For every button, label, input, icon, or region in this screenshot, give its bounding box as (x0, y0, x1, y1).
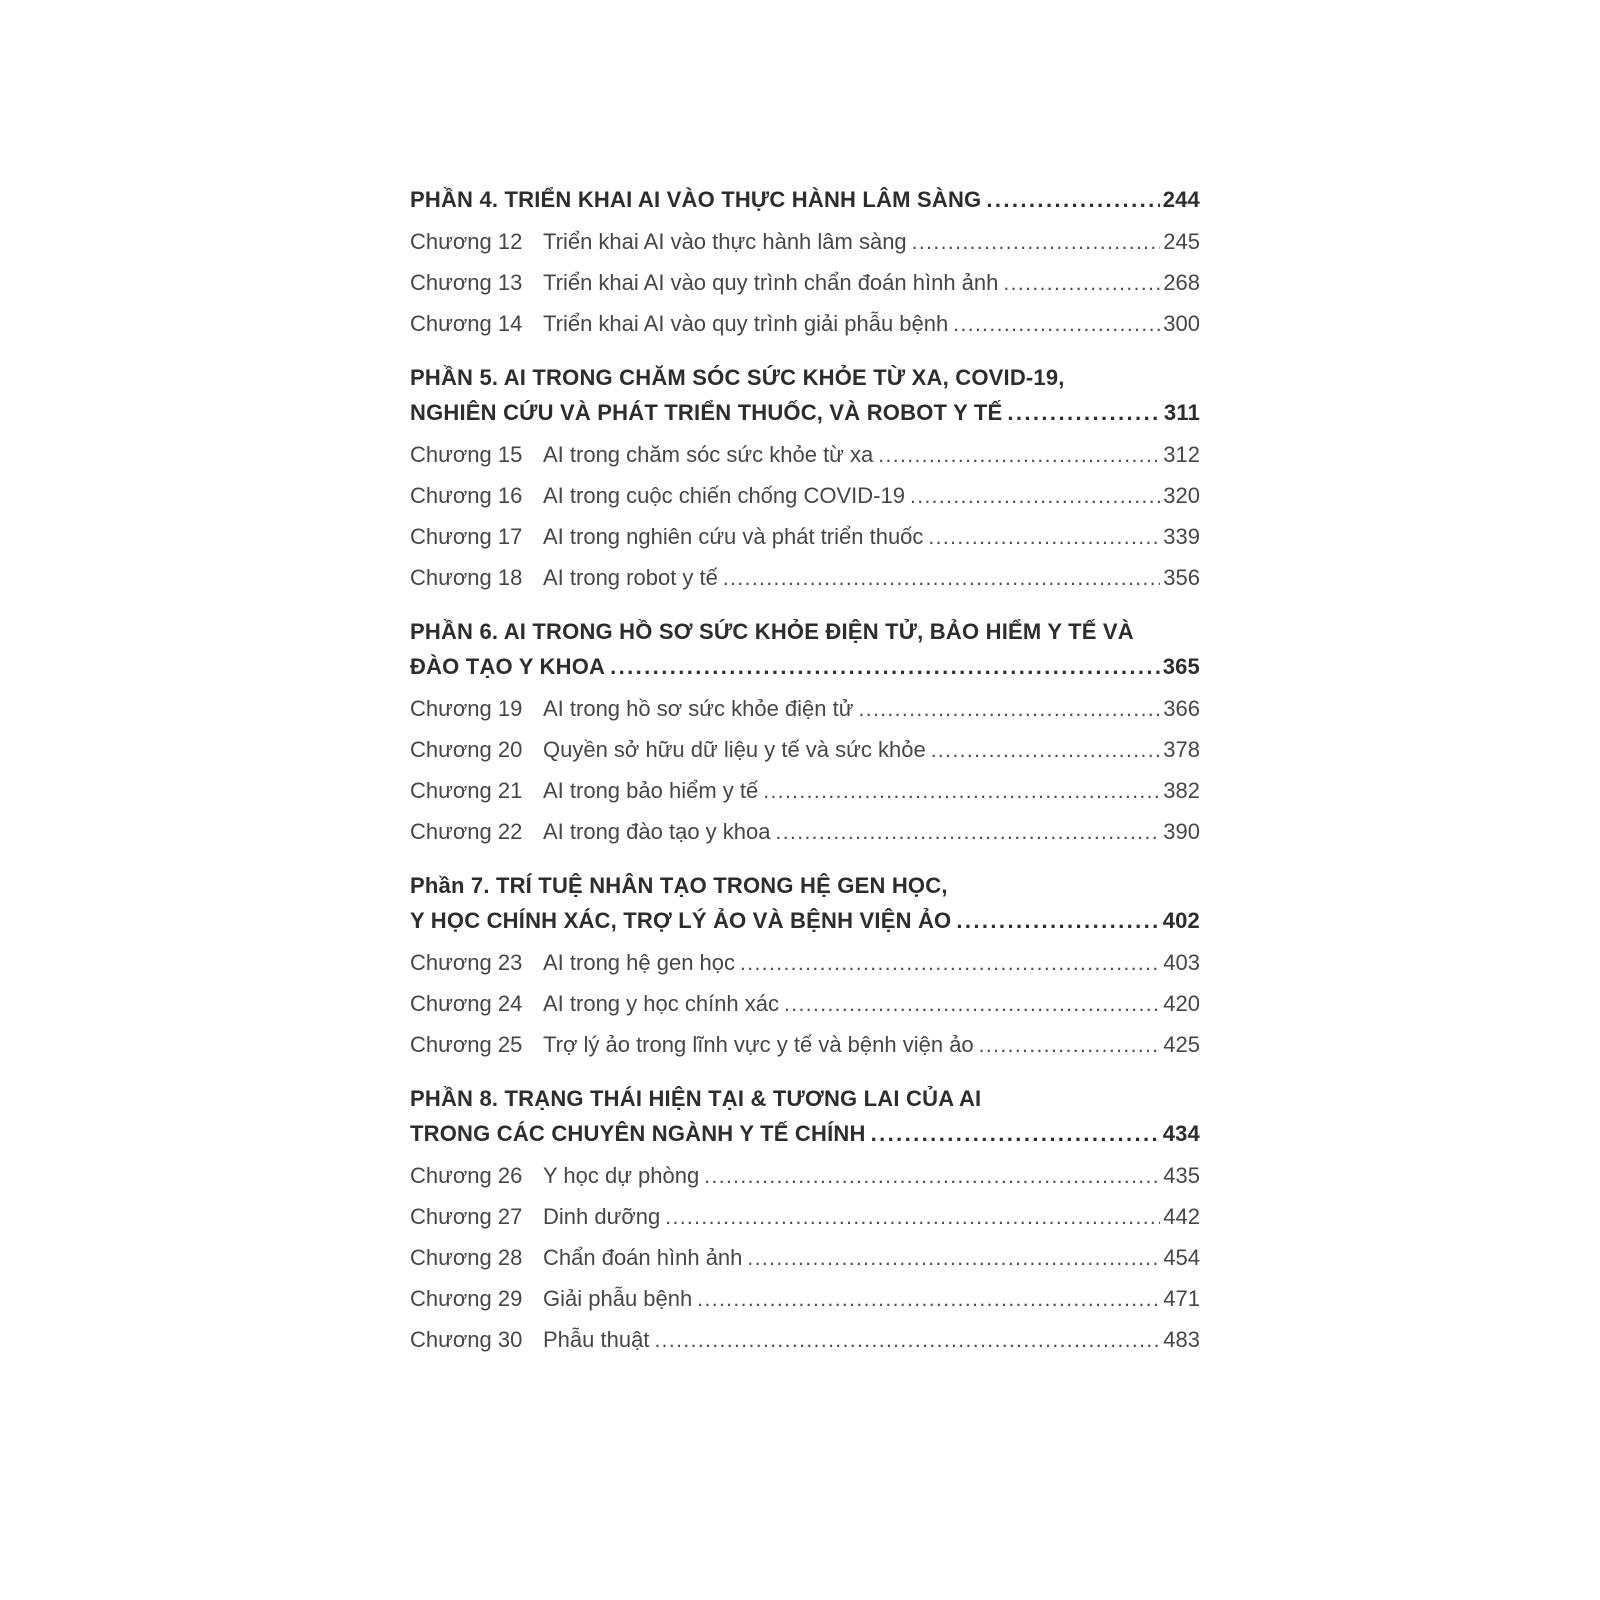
dot-leader (986, 182, 1159, 217)
chapter-row (410, 989, 1200, 1020)
chapter-page-number: 471 (1163, 1286, 1200, 1311)
chapter-row (410, 1202, 1200, 1233)
section-page-number: 402 (1162, 908, 1200, 933)
chapter-title: Triển khai AI vào thực hành lâm sàng (543, 229, 907, 254)
chapter-title: AI trong y học chính xác (543, 991, 780, 1016)
dot-leader (1007, 395, 1161, 430)
table-of-contents (410, 182, 1200, 1366)
chapter-page-number: 312 (1163, 442, 1200, 467)
chapter-page-number: 300 (1163, 311, 1200, 336)
chapter-page-number: 339 (1163, 524, 1200, 549)
dot-leader (763, 777, 1160, 807)
chapter-row (410, 268, 1200, 299)
section-heading-text: NGHIÊN CỨU VÀ PHÁT TRIỂN THUỐC, VÀ ROBOT Y TẾ (410, 400, 1003, 425)
chapter-title: AI trong bảo hiểm y tế (543, 778, 759, 803)
chapter-title: Quyền sở hữu dữ liệu y tế và sức khỏe (543, 737, 926, 762)
dot-leader (704, 1162, 1160, 1192)
chapter-page-number: 454 (1163, 1245, 1200, 1270)
section-heading-text: PHẦN 6. AI TRONG HỒ SƠ SỨC KHỎE ĐIỆN TỬ, BẢO HIỂM Y TẾ VÀ (410, 619, 1134, 644)
section-heading (410, 614, 1200, 684)
chapter-row (410, 948, 1200, 979)
chapter-page-number: 268 (1163, 270, 1200, 295)
dot-leader (776, 818, 1161, 848)
section-heading-text: ĐÀO TẠO Y KHOA (410, 654, 606, 679)
chapter-label: Chương 15 (410, 442, 523, 467)
dot-leader (654, 1326, 1160, 1356)
chapter-page-number: 403 (1163, 950, 1200, 975)
dot-leader (931, 736, 1161, 766)
chapter-page-number: 442 (1163, 1204, 1200, 1229)
chapter-row (410, 522, 1200, 553)
dot-leader (723, 564, 1160, 594)
dot-leader (610, 649, 1160, 684)
chapter-page-number: 366 (1163, 696, 1200, 721)
dot-leader (697, 1285, 1160, 1315)
section-page-number: 244 (1162, 187, 1200, 212)
dot-leader (910, 482, 1160, 512)
chapter-title: Trợ lý ảo trong lĩnh vực y tế và bệnh viện ảo (543, 1032, 974, 1057)
chapter-label: Chương 14 (410, 311, 523, 336)
section-heading-text: PHẦN 4. TRIỂN KHAI AI VÀO THỰC HÀNH LÂM SÀNG (410, 187, 982, 212)
chapter-title: AI trong robot y tế (543, 565, 718, 590)
chapter-row (410, 1243, 1200, 1274)
section-heading-text: TRONG CÁC CHUYÊN NGÀNH Y TẾ CHÍNH (410, 1121, 866, 1146)
section-phan-5 (410, 360, 1200, 594)
chapter-label: Chương 16 (410, 483, 523, 508)
chapter-title: AI trong cuộc chiến chống COVID-19 (543, 483, 905, 508)
dot-leader (858, 695, 1160, 725)
section-heading (410, 182, 1200, 217)
chapter-row (410, 227, 1200, 258)
chapter-title: Giải phẫu bệnh (543, 1286, 693, 1311)
dot-leader (953, 310, 1160, 340)
chapter-title: Triển khai AI vào quy trình chẩn đoán hình ảnh (543, 270, 999, 295)
chapter-label: Chương 30 (410, 1327, 523, 1352)
chapter-row (410, 776, 1200, 807)
chapter-label: Chương 17 (410, 524, 523, 549)
chapter-label: Chương 23 (410, 950, 523, 975)
section-heading-text: PHẦN 8. TRẠNG THÁI HIỆN TẠI & TƯƠNG LAI CỦA AI (410, 1086, 982, 1111)
section-heading (410, 868, 1200, 938)
dot-leader (878, 441, 1160, 471)
chapter-label: Chương 18 (410, 565, 523, 590)
chapter-title: Dinh dưỡng (543, 1204, 661, 1229)
chapter-label: Chương 20 (410, 737, 523, 762)
dot-leader (928, 523, 1160, 553)
chapter-title: Phẫu thuật (543, 1327, 650, 1352)
section-phan-7 (410, 868, 1200, 1061)
section-heading-text: Y HỌC CHÍNH XÁC, TRỢ LÝ ẢO VÀ BỆNH VIỆN ẢO (410, 908, 952, 933)
chapter-row (410, 1161, 1200, 1192)
chapter-title: Chẩn đoán hình ảnh (543, 1245, 743, 1270)
chapter-title: AI trong nghiên cứu và phát triển thuốc (543, 524, 924, 549)
section-page-number: 311 (1163, 400, 1200, 425)
chapter-label: Chương 24 (410, 991, 523, 1016)
chapter-row (410, 563, 1200, 594)
chapter-row (410, 1284, 1200, 1315)
dot-leader (871, 1116, 1160, 1151)
chapter-page-number: 382 (1163, 778, 1200, 803)
section-phan-6 (410, 614, 1200, 848)
section-heading (410, 360, 1200, 430)
chapter-label: Chương 27 (410, 1204, 523, 1229)
chapter-label: Chương 22 (410, 819, 523, 844)
section-phan-4 (410, 182, 1200, 340)
dot-leader (747, 1244, 1160, 1274)
dot-leader (912, 228, 1161, 258)
dot-leader (784, 990, 1160, 1020)
chapter-page-number: 425 (1163, 1032, 1200, 1057)
chapter-page-number: 435 (1163, 1163, 1200, 1188)
chapter-title: Triển khai AI vào quy trình giải phẫu bệnh (543, 311, 949, 336)
dot-leader (956, 903, 1159, 938)
chapter-label: Chương 25 (410, 1032, 523, 1057)
chapter-row (410, 481, 1200, 512)
chapter-row (410, 440, 1200, 471)
chapter-row (410, 735, 1200, 766)
chapter-label: Chương 26 (410, 1163, 523, 1188)
dot-leader (1003, 269, 1160, 299)
chapter-label: Chương 29 (410, 1286, 523, 1311)
chapter-title: AI trong hệ gen học (543, 950, 736, 975)
section-heading (410, 1081, 1200, 1151)
dot-leader (740, 949, 1160, 979)
chapter-page-number: 420 (1163, 991, 1200, 1016)
chapter-page-number: 320 (1163, 483, 1200, 508)
chapter-title: Y học dự phòng (543, 1163, 700, 1188)
chapter-title: AI trong chăm sóc sức khỏe từ xa (543, 442, 874, 467)
section-heading-text: PHẦN 5. AI TRONG CHĂM SÓC SỨC KHỎE TỪ XA, COVID-19, (410, 365, 1065, 390)
section-page-number: 365 (1162, 654, 1200, 679)
chapter-label: Chương 13 (410, 270, 523, 295)
chapter-page-number: 390 (1163, 819, 1200, 844)
chapter-label: Chương 28 (410, 1245, 523, 1270)
section-heading-text: Phần 7. TRÍ TUỆ NHÂN TẠO TRONG HỆ GEN HỌC, (410, 873, 948, 898)
chapter-label: Chương 19 (410, 696, 523, 721)
chapter-row (410, 817, 1200, 848)
chapter-row (410, 309, 1200, 340)
dot-leader (979, 1031, 1161, 1061)
section-page-number: 434 (1162, 1121, 1200, 1146)
chapter-page-number: 483 (1163, 1327, 1200, 1352)
chapter-title: AI trong đào tạo y khoa (543, 819, 771, 844)
dot-leader (665, 1203, 1160, 1233)
chapter-page-number: 378 (1163, 737, 1200, 762)
section-phan-8 (410, 1081, 1200, 1356)
chapter-page-number: 356 (1163, 565, 1200, 590)
chapter-label: Chương 21 (410, 778, 523, 803)
chapter-page-number: 245 (1163, 229, 1200, 254)
chapter-title: AI trong hồ sơ sức khỏe điện tử (543, 696, 854, 721)
chapter-label: Chương 12 (410, 229, 523, 254)
chapter-row (410, 1030, 1200, 1061)
chapter-row (410, 1325, 1200, 1356)
chapter-row (410, 694, 1200, 725)
